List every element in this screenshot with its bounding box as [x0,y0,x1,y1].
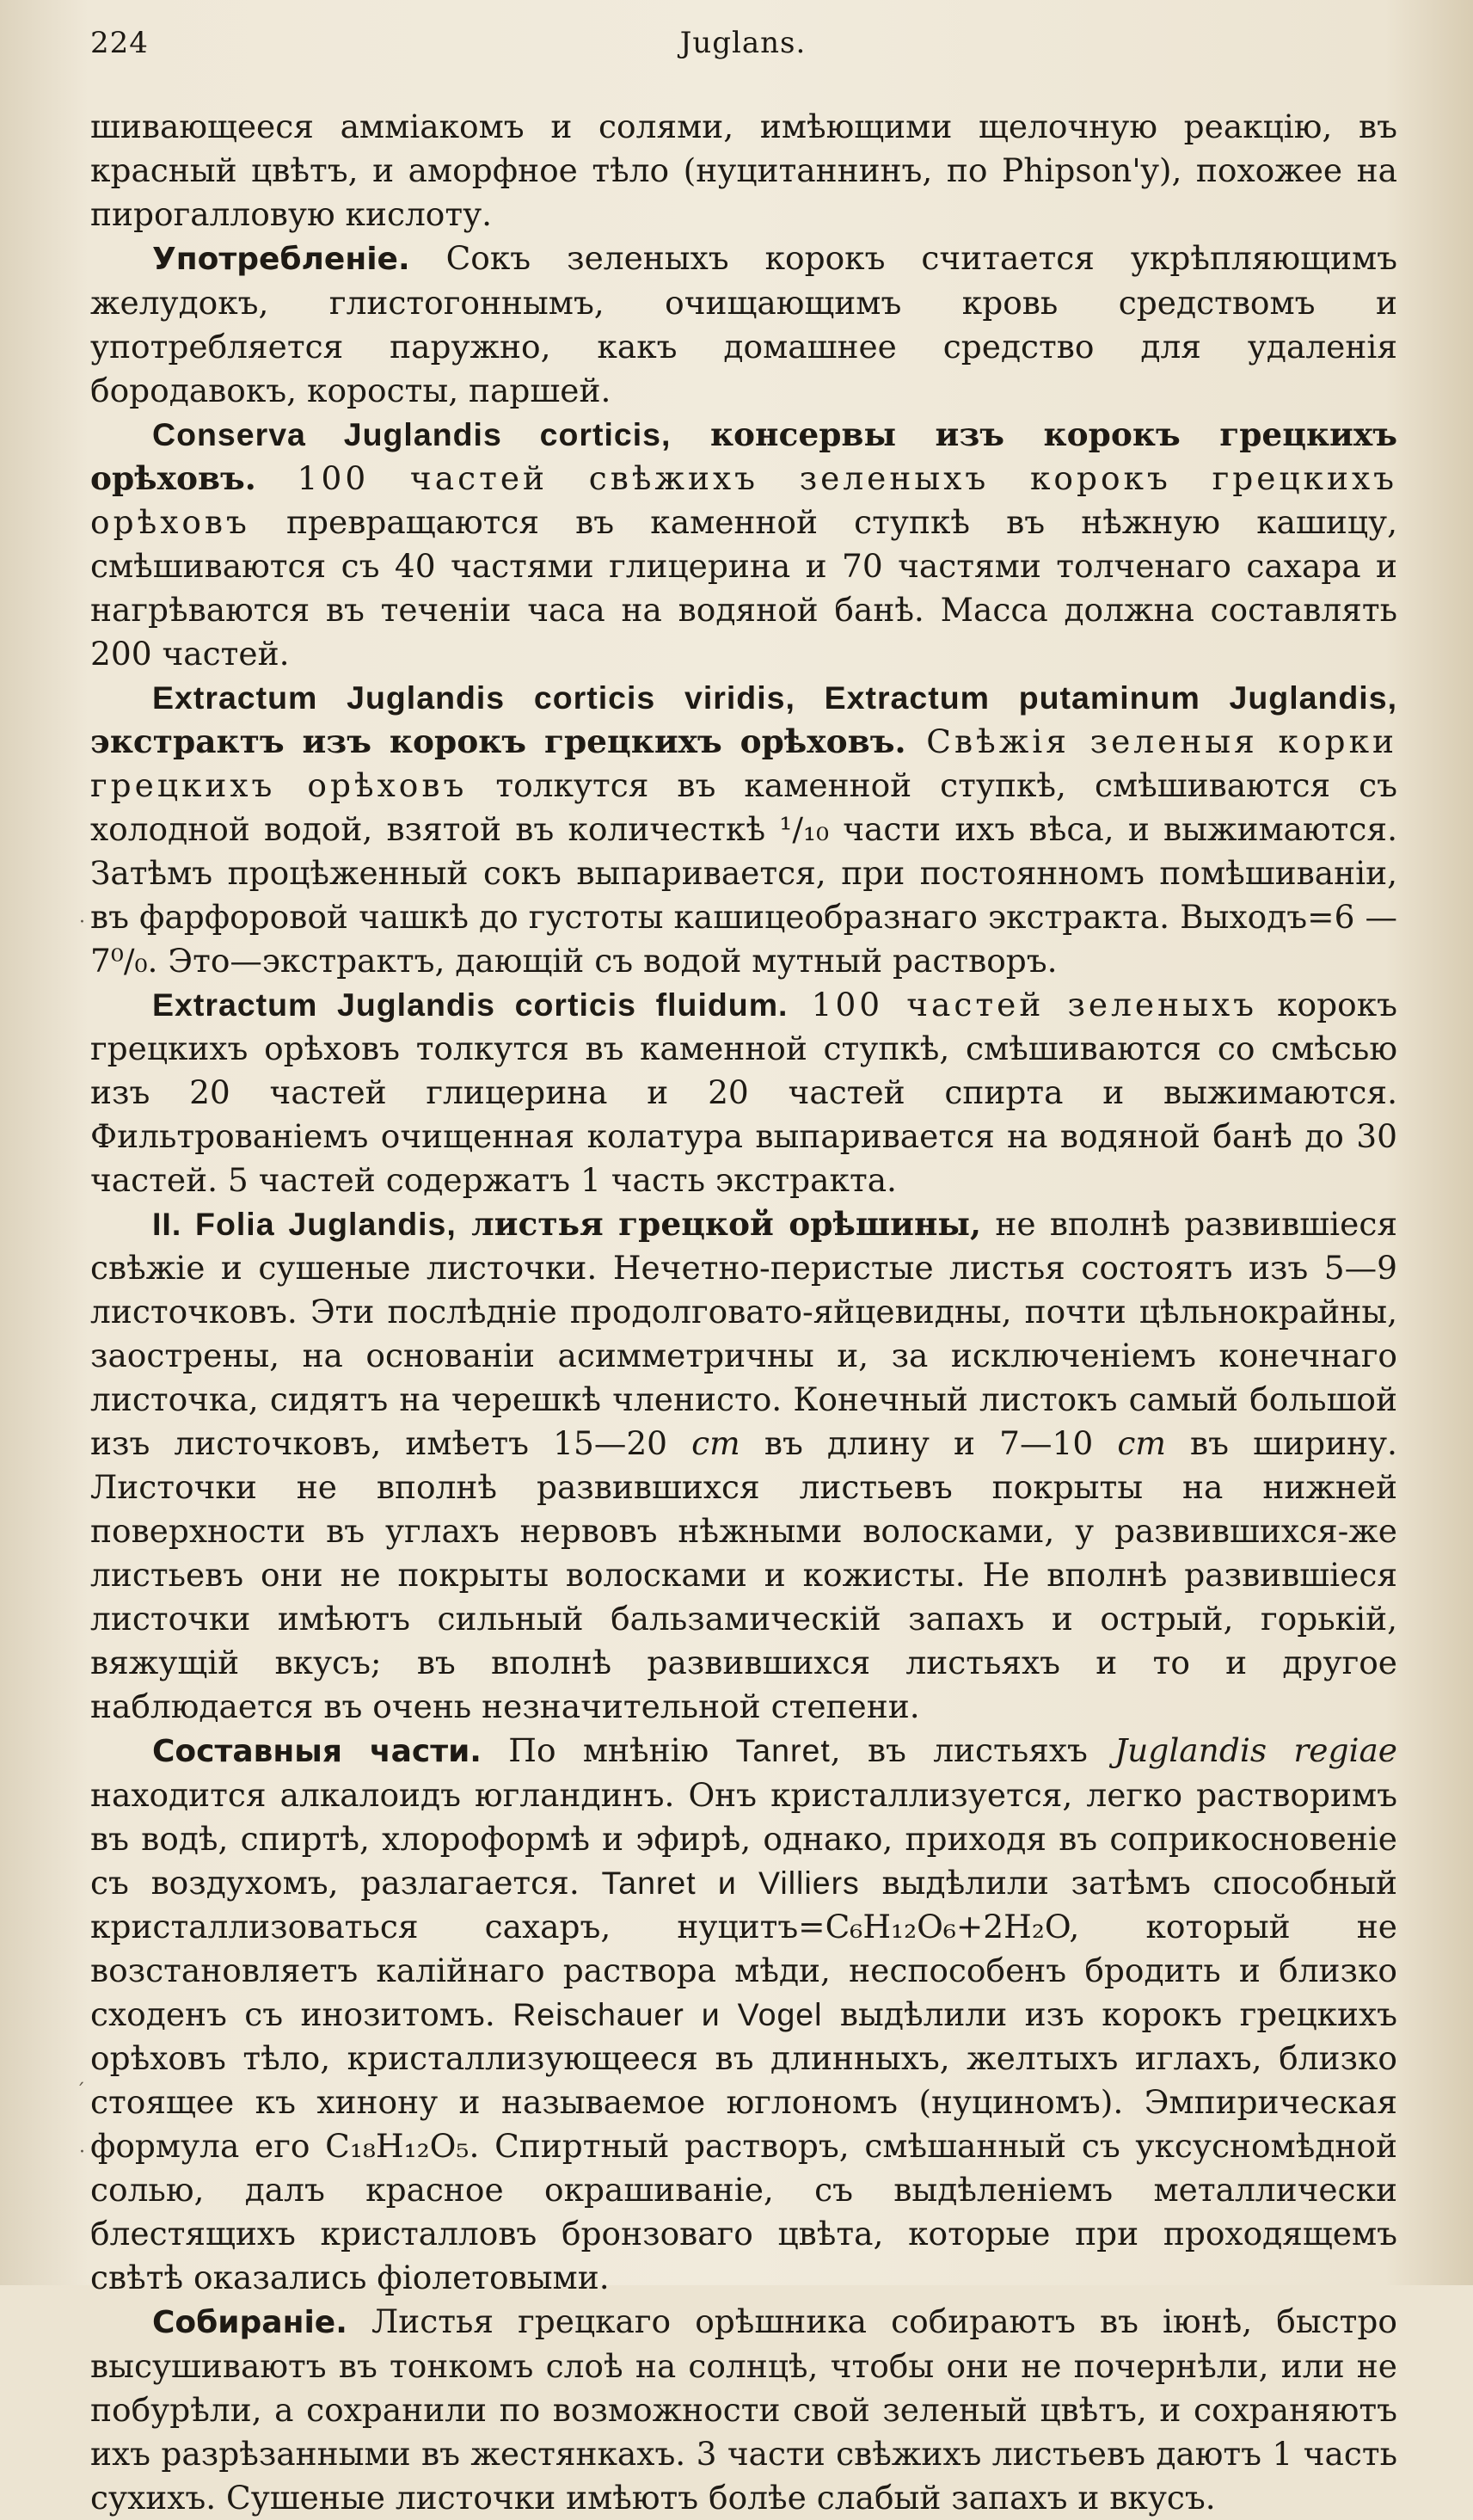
fluid-extract-spaced-text: 100 частей зеленыхъ [788,986,1257,1023]
page-number: 224 [90,26,149,60]
paragraph-usage [90,237,1397,413]
section-heading-constituents: Составныя части. [152,1734,482,1769]
paragraph-constituents [90,1729,1397,2300]
paragraph-continuation: шивающееся амміакомъ и солями, имѣющими щелочную реакцію, въ красный цвѣтъ, и аморфное тѣло (нуцитаннинъ, по Phipson'y), похожее на пирогалловую кислоту. [90,108,1397,233]
ink-speck: · [79,2142,85,2163]
preparation-latin-name: Conserva Juglandis corticis, [152,416,672,452]
paragraph-extractum-fluidum [90,983,1397,1202]
ink-speck: · [79,912,85,933]
collection-text: Листья грецкаго орѣшника собираютъ въ іюнѣ, быстро высушиваютъ въ тонкомъ слоѣ на солнцѣ, чтобы они не почернѣли, или не побурѣли, а сохранили по возможности свой зеленый цвѣтъ, и сохраняютъ ихъ разрѣзанными въ жестянкахъ. 3 части свѣжихъ листьевъ даютъ 1 часть сухихъ. Сушеные листочки имѣютъ болѣе слабый запахъ и вкусъ. [90,2302,1397,2517]
unit-cm: cm [1117,1424,1166,1462]
paragraph-collection [90,2300,1397,2520]
preparation-russian-name: консервы изъ корокъ грецкихъ орѣховъ. [90,415,1397,497]
folia-text-a: не вполнѣ развившіеся свѣжіе и сушеные листочки. Нечетно-перистые листья состоятъ изъ 5—9 листочковъ. Эти послѣдніе продолговато-яйцевидны, почти цѣльнокрайны, заострены, на основаніи асимметричны и, за исключеніемъ конечнаго листочка, сидятъ на черешкѣ членисто. Конечный листокъ самый большой изъ листочковъ, имѣетъ 15—20 [90,1205,1397,1462]
species-name: Juglandis regiae [1114,1731,1398,1769]
section-number: II. [152,1206,182,1242]
drug-russian-name: листья грецкой орѣшины, [456,1205,982,1243]
preparation-russian-name: экстрактъ изъ корокъ грецкихъ орѣховъ. [90,722,906,760]
paragraph-conserva [90,413,1397,676]
author-name: Tanret и Villiers [601,1865,860,1901]
page-header [90,26,1396,77]
page-body [90,105,1397,2520]
extract-text: толкутся въ каменной ступкѣ, смѣшиваются съ холодной водой, взятой въ количесткѣ ¹/₁₀ части ихъ вѣса, и выжимаются. Затѣмъ процѣженный сокъ выпаривается, при постоянномъ помѣшиваніи, въ фарфоровой чашкѣ до густоты кашицеобразнаго экстракта. Выходъ=6 — 7⁰/₀. Это—экстрактъ, дающій съ водой мутный растворъ. [90,766,1398,980]
constituents-text-e: выдѣлили изъ корокъ грецкихъ орѣховъ тѣло, кристаллизующееся въ длинныхъ, желтыхъ иглахъ, близко стоящее къ хинону и называемое юглономъ (нуциномъ). Эмпирическая формула его C₁₈H₁₂O₅. Спиртный растворъ, смѣшанный съ уксусномѣдной солью, далъ красное окрашиваніе, съ выдѣленіемъ металлически блестящихъ кристалловъ бронзоваго цвѣта, которые при проходящемъ свѣтѣ оказались фіолетовыми. [90,1995,1398,2296]
paragraph-extractum-viridis [90,676,1397,983]
conserva-text: превращаются въ каменной ступкѣ въ нѣжную кашицу, смѣшиваются съ 40 частями глицерина и 70 частями толченаго сахара и нагрѣваются въ теченіи часа на водяной банѣ. Масса должна составлять 200 частей. [90,503,1397,673]
extract-spaced-text: Свѣжія зеленыя корки грецкихъ орѣховъ [90,722,1397,804]
fluid-extract-text: корокъ грецкихъ орѣховъ толкутся въ каменной ступкѣ, смѣшиваются со смѣсью изъ 20 частей глицерина и 20 частей спирта и выжимаются. Фильтрованіемъ очищенная колатура выпаривается на водяной банѣ до 30 частей. 5 частей содержатъ 1 часть экстракта. [90,986,1397,1199]
constituents-text-c: находится алкалоидъ югландинъ. Онъ кристаллизуется, легко растворимъ въ водѣ, спиртѣ, хлороформѣ и эфирѣ, однако, приходя въ соприкосновеніе съ воздухомъ, разлагается. [90,1776,1397,1902]
author-name: Tanret [735,1732,831,1768]
conserva-spaced-text: 100 частей свѣжихъ зеленыхъ корокъ грецкихъ орѣховъ [90,459,1397,541]
section-heading-collection: Собираніе. [152,2305,347,2340]
section-heading-usage: Употребленіе. [152,242,410,277]
constituents-text-d: выдѣлили затѣмъ способный кристаллизоваться сахаръ, нуцитъ=C₆H₁₂O₆+2H₂O, который не возстановляетъ калійнаго раствора мѣди, неспособенъ бродить и близко сходенъ съ инозитомъ. [90,1864,1397,2033]
usage-text: Сокъ зеленыхъ корокъ считается укрѣпляющимъ желудокъ, глистогоннымъ, очищающимъ кровь средствомъ и употребляется паружно, какъ домашнее средство для удаленія бородавокъ, коросты, паршей. [90,239,1397,409]
ink-speck: ˊ [76,2081,85,2103]
folia-text-c: въ ширину. Листочки не вполнѣ развившихся листьевъ покрыты на нижней поверхности въ углахъ нервовъ нѣжными волосками, у развившихся-же листьевъ они не покрыты волосками и кожисты. Не вполнѣ развившіеся листочки имѣютъ сильный бальзамическій запахъ и острый, горькій, вяжущій вкусъ; въ вполнѣ развившихся листьяхъ и то и другое наблюдается въ очень незначительной степени. [90,1424,1397,1725]
preparation-latin-name: Extractum Juglandis corticis fluidum. [152,986,789,1023]
constituents-text-b: , въ листьяхъ [830,1731,1115,1769]
running-title: Juglans. [679,26,807,60]
author-name: Reischauer и Vogel [512,1996,823,2032]
folia-text-b: въ длину и 7—10 [740,1424,1118,1462]
drug-latin-name: Folia Juglandis, [181,1206,457,1242]
paragraph-folia [90,1202,1397,1729]
preparation-latin-name: Extractum Juglandis corticis viridis, Extractum putaminum Juglandis, [152,679,1397,716]
unit-cm: cm [691,1424,740,1462]
constituents-text-a: По мнѣнію [481,1731,736,1769]
